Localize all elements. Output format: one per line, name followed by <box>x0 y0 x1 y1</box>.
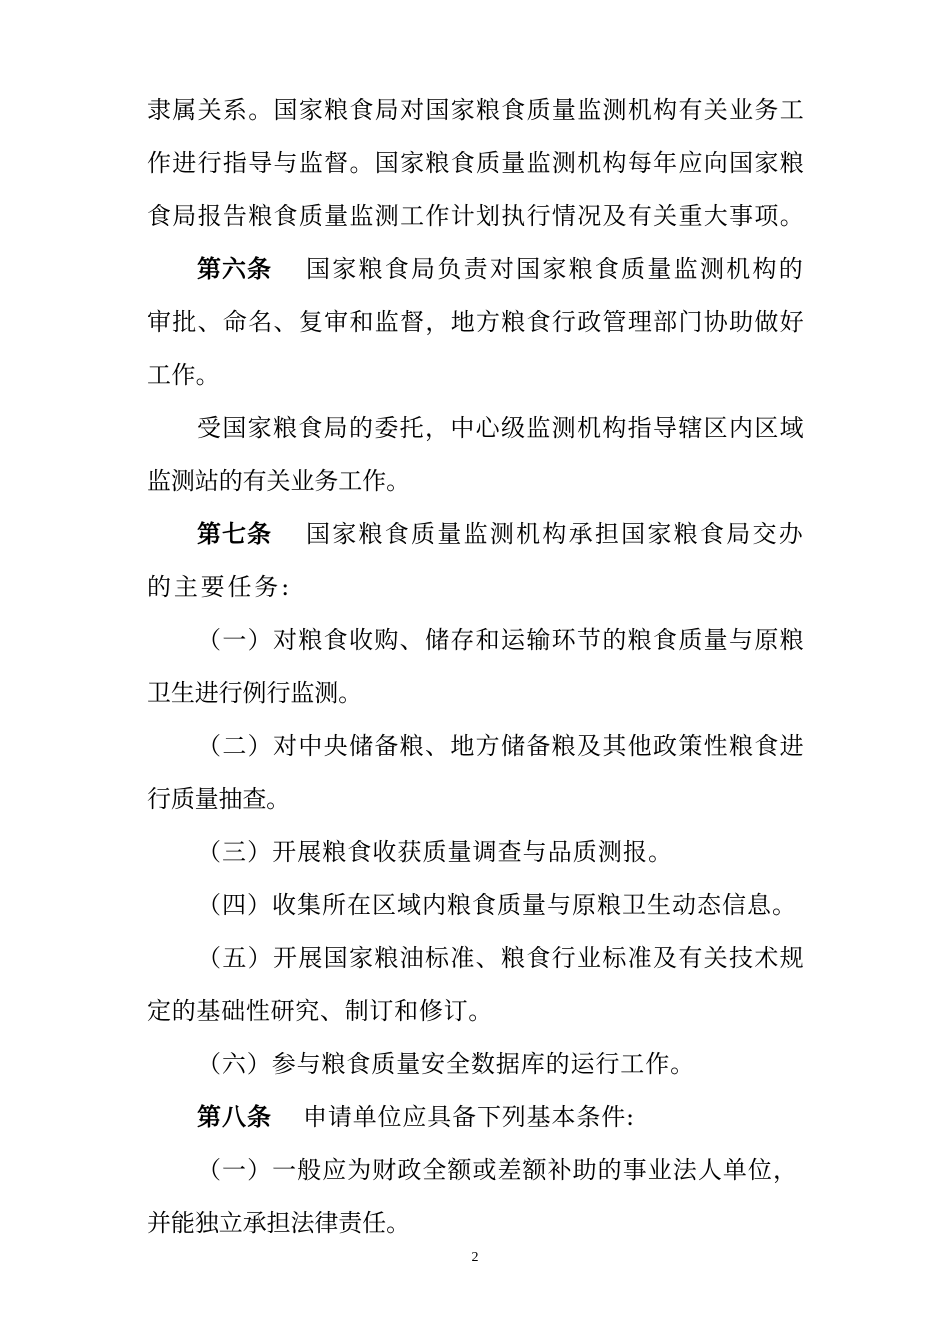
text-line <box>0 408 950 448</box>
paragraph-text: （六）参与粮食质量安全数据库的运行工作。 <box>197 1050 695 1078</box>
text-line <box>0 832 950 872</box>
paragraph-text: 申请单位应具备下列基本条件: <box>303 1103 635 1131</box>
text-line <box>0 355 950 395</box>
text-line <box>0 726 950 766</box>
paragraph-text: 行质量抽查。 <box>147 785 290 813</box>
text-line <box>0 461 950 501</box>
text-line <box>0 302 950 342</box>
article-heading: 第八条 <box>197 1103 272 1131</box>
paragraph-text: 定的基础性研究、制订和修订。 <box>147 997 493 1025</box>
paragraph-text: 工作。 <box>147 361 220 389</box>
article-heading: 第七条 <box>197 520 272 548</box>
text-line <box>0 673 950 713</box>
paragraph-text: 受国家粮食局的委托，中心级监测机构指导辖区内区域 <box>197 414 805 442</box>
text-line <box>0 567 950 607</box>
text-line <box>0 620 950 660</box>
text-line <box>0 991 950 1031</box>
text-line <box>0 779 950 819</box>
paragraph-text: 审批、命名、复审和监督，地方粮食行政管理部门协助做好 <box>147 308 805 336</box>
paragraph-text: 的主要任务: <box>147 573 292 601</box>
text-line <box>0 1203 950 1243</box>
text-line <box>0 1044 950 1084</box>
text-line <box>0 249 950 289</box>
paragraph-text: （五）开展国家粮油标准、粮食行业标准及有关技术规 <box>197 944 805 972</box>
text-line <box>0 196 950 236</box>
paragraph-text: 食局报告粮食质量监测工作计划执行情况及有关重大事项。 <box>147 202 805 230</box>
text-line <box>0 90 950 130</box>
text-line <box>0 143 950 183</box>
paragraph-text: 并能独立承担法律责任。 <box>147 1209 410 1237</box>
text-line <box>0 1150 950 1190</box>
paragraph-text: 卫生进行例行监测。 <box>147 679 362 707</box>
paragraph-text: （三）开展粮食收获质量调查与品质测报。 <box>197 838 673 866</box>
text-line <box>0 885 950 925</box>
paragraph-text: （四）收集所在区域内粮食质量与原粮卫生动态信息。 <box>197 891 797 919</box>
text-line <box>0 938 950 978</box>
article-heading: 第六条 <box>197 255 272 283</box>
paragraph-text: （二）对中央储备粮、地方储备粮及其他政策性粮食进 <box>197 732 805 760</box>
paragraph-text: 监测站的有关业务工作。 <box>147 467 410 495</box>
paragraph-text: （一）对粮食收购、储存和运输环节的粮食质量与原粮 <box>197 626 805 654</box>
paragraph-text: 国家粮食质量监测机构承担国家粮食局交办 <box>306 520 805 548</box>
paragraph-text: 国家粮食局负责对国家粮食质量监测机构的 <box>306 255 805 283</box>
text-line <box>0 514 950 554</box>
paragraph-text: 隶属关系。国家粮食局对国家粮食质量监测机构有关业务工 <box>147 96 805 124</box>
paragraph-text: 作进行指导与监督。国家粮食质量监测机构每年应向国家粮 <box>147 149 805 177</box>
page-number: 2 <box>471 1250 479 1265</box>
text-line <box>0 1097 950 1137</box>
paragraph-text: （一）一般应为财政全额或差额补助的事业法人单位， <box>197 1156 798 1184</box>
